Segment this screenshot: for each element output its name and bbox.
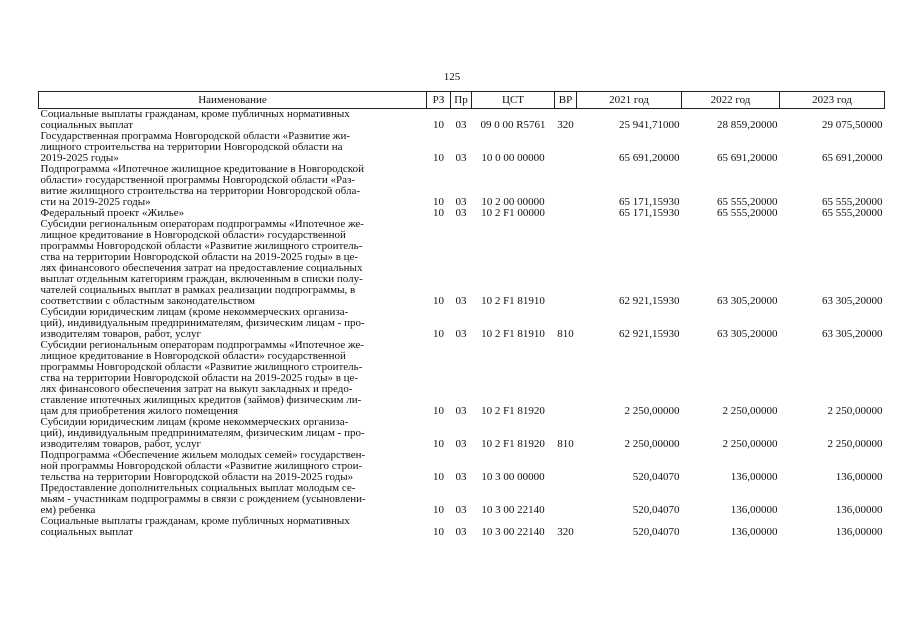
table-row xyxy=(39,450,885,483)
row-amount-2021: 520,04070 xyxy=(632,471,680,483)
row-amount-2023: 65 555,20000 xyxy=(822,196,883,208)
row-vr xyxy=(555,219,577,307)
column-header-2021: 2021 год xyxy=(577,92,682,109)
row-cst: 10 3 00 22140 xyxy=(481,526,545,538)
row-rz: 10 xyxy=(433,405,444,417)
row-amount-2022: 2 250,00000 xyxy=(722,438,778,450)
row-name: Субсидии региональным операторам подпрограммы «Ипотечное же- лищное кредитование в Новгородской области» государственной программы Новгородской области «Развитие жилищного строитель- ства на территории Новгородской области на 2019-2025 годы» в це- лях финансового обеспечения затрат на предоставление социальных выплат отдельным категориям граждан, включенным в списки полу- чателей социальных выплат в рамках реализации подпрограммы, в соответствии с областным законодательством xyxy=(40,218,364,307)
row-pr: 03 xyxy=(455,526,467,538)
table-row xyxy=(39,164,885,208)
row-rz: 10 xyxy=(433,526,444,538)
row-rz: 10 xyxy=(433,471,444,483)
row-amount-2021: 62 921,15930 xyxy=(619,328,680,340)
row-rz: 10 xyxy=(433,152,444,164)
row-cst: 10 2 F1 81920 xyxy=(481,405,545,417)
row-amount-2022: 65 691,20000 xyxy=(717,152,778,164)
row-rz: 10 xyxy=(433,119,444,131)
table-row xyxy=(39,516,885,538)
row-amount-2022: 2 250,00000 xyxy=(722,405,778,417)
row-amount-2021: 2 250,00000 xyxy=(624,405,680,417)
row-amount-2021: 25 941,71000 xyxy=(619,119,680,131)
column-header-rz: РЗ xyxy=(427,92,451,109)
row-pr: 03 xyxy=(455,438,467,450)
row-pr: 03 xyxy=(455,207,467,219)
row-amount-2021: 65 691,20000 xyxy=(619,152,680,164)
row-amount-2021: 520,04070 xyxy=(632,504,680,516)
row-rz: 10 xyxy=(433,328,444,340)
row-amount-2022: 28 859,20000 xyxy=(717,119,778,131)
row-vr: 810 xyxy=(557,438,574,450)
row-cst: 10 2 F1 81910 xyxy=(481,295,545,307)
row-vr xyxy=(555,483,577,516)
row-amount-2021: 2 250,00000 xyxy=(624,438,680,450)
row-pr: 03 xyxy=(455,328,467,340)
row-pr: 03 xyxy=(455,504,467,516)
row-cst: 10 2 F1 81910 xyxy=(481,328,545,340)
row-rz: 10 xyxy=(433,438,444,450)
row-amount-2021: 62 921,15930 xyxy=(619,295,680,307)
row-cst: 09 0 00 R5761 xyxy=(480,119,546,131)
row-amount-2023: 63 305,20000 xyxy=(822,295,883,307)
row-amount-2023: 29 075,50000 xyxy=(822,119,883,131)
budget-table xyxy=(38,91,885,538)
row-name: Субсидии юридическим лицам (кроме некоммерческих организа- ций), индивидуальным предпринимателям, физическим лицам - про- изводителям товаров, работ, услуг xyxy=(40,416,365,450)
table-row xyxy=(39,307,885,340)
table-row xyxy=(39,483,885,516)
row-name: Государственная программа Новгородской области «Развитие жи- лищного строительства на территории Новгородской области на 2019-2025 годы» xyxy=(40,130,350,164)
row-amount-2022: 136,00000 xyxy=(730,526,778,538)
row-name: Социальные выплаты гражданам, кроме публичных нормативных социальных выплат xyxy=(40,515,350,538)
row-cst: 10 2 F1 81920 xyxy=(481,438,545,450)
table-row xyxy=(39,219,885,307)
table-row xyxy=(39,109,885,132)
row-name: Федеральный проект «Жилье» xyxy=(40,207,185,219)
row-amount-2022: 136,00000 xyxy=(730,504,778,516)
row-amount-2021: 65 171,15930 xyxy=(619,196,680,208)
row-cst: 10 3 00 22140 xyxy=(481,504,545,516)
row-amount-2021: 520,04070 xyxy=(632,526,680,538)
column-header-name: Наименование xyxy=(39,92,427,109)
row-amount-2023: 65 691,20000 xyxy=(822,152,883,164)
row-vr xyxy=(555,164,577,208)
row-vr: 320 xyxy=(557,119,574,131)
column-header-cst: ЦСТ xyxy=(472,92,555,109)
row-vr xyxy=(555,131,577,164)
row-amount-2023: 136,00000 xyxy=(835,471,883,483)
row-pr: 03 xyxy=(455,405,467,417)
row-vr xyxy=(555,208,577,219)
table-header-row xyxy=(39,92,885,109)
row-rz: 10 xyxy=(433,295,444,307)
row-vr xyxy=(555,450,577,483)
row-name: Социальные выплаты гражданам, кроме публичных нормативных социальных выплат xyxy=(40,108,350,131)
row-amount-2022: 65 555,20000 xyxy=(717,196,778,208)
row-pr: 03 xyxy=(455,119,467,131)
row-name: Субсидии региональным операторам подпрограммы «Ипотечное же- лищное кредитование в Новгородской области» государственной программы Новгородской области «Развитие жилищного строитель- ства на территории Новгородской области на 2019-2025 годы» в це- лях финансового обеспечения затрат на выкуп закладных и предо- ставление ипотечных жилищных кредитов (займов) физическим ли- цам для приобретения жилого помещения xyxy=(40,339,364,417)
row-amount-2023: 2 250,00000 xyxy=(827,438,883,450)
row-amount-2022: 136,00000 xyxy=(730,471,778,483)
row-vr: 320 xyxy=(557,526,574,538)
row-amount-2023: 136,00000 xyxy=(835,504,883,516)
row-amount-2023: 63 305,20000 xyxy=(822,328,883,340)
table-row xyxy=(39,340,885,417)
row-cst: 10 2 00 00000 xyxy=(481,196,545,208)
column-header-2023: 2023 год xyxy=(780,92,885,109)
row-pr: 03 xyxy=(455,295,467,307)
row-amount-2022: 65 555,20000 xyxy=(717,207,778,219)
column-header-2022: 2022 год xyxy=(682,92,780,109)
row-amount-2023: 65 555,20000 xyxy=(822,207,883,219)
row-pr: 03 xyxy=(455,471,467,483)
table-row xyxy=(39,417,885,450)
row-cst: 10 0 00 00000 xyxy=(481,152,545,164)
row-vr: 810 xyxy=(557,328,574,340)
row-amount-2023: 2 250,00000 xyxy=(827,405,883,417)
row-pr: 03 xyxy=(455,152,467,164)
row-name: Подпрограмма «Обеспечение жильем молодых семей» государствен- ной программы Новгородской области «Развитие жилищного строи- тельства на территории Новгородской области на 2019-2025 годы» xyxy=(40,449,366,483)
row-rz: 10 xyxy=(433,207,444,219)
row-amount-2022: 63 305,20000 xyxy=(717,295,778,307)
row-amount-2021: 65 171,15930 xyxy=(619,207,680,219)
row-pr: 03 xyxy=(455,196,467,208)
table-row xyxy=(39,131,885,164)
column-header-pr: Пр xyxy=(451,92,472,109)
row-cst: 10 3 00 00000 xyxy=(481,471,545,483)
table-body xyxy=(39,109,885,539)
row-name: Субсидии юридическим лицам (кроме некоммерческих организа- ций), индивидуальным предпринимателям, физическим лицам - про- изводителям товаров, работ, услуг xyxy=(40,306,365,340)
page-number: 125 xyxy=(443,71,461,83)
row-name: Предоставление дополнительных социальных выплат молодым се- мьям - участникам подпрограммы в связи с рождением (усыновлени- ем) ребенка xyxy=(40,482,366,516)
column-header-vr: ВР xyxy=(555,92,577,109)
row-cst: 10 2 F1 00000 xyxy=(481,207,545,219)
row-name: Подпрограмма «Ипотечное жилищное кредитование в Новгородской области» государственной программы Новгородской области «Раз- витие жилищного строительства на территории Новгородской обла- сти на 2019-2025 годы» xyxy=(40,163,364,208)
row-rz: 10 xyxy=(433,504,444,516)
row-rz: 10 xyxy=(433,196,444,208)
row-vr xyxy=(555,340,577,417)
row-amount-2023: 136,00000 xyxy=(835,526,883,538)
row-amount-2022: 63 305,20000 xyxy=(717,328,778,340)
